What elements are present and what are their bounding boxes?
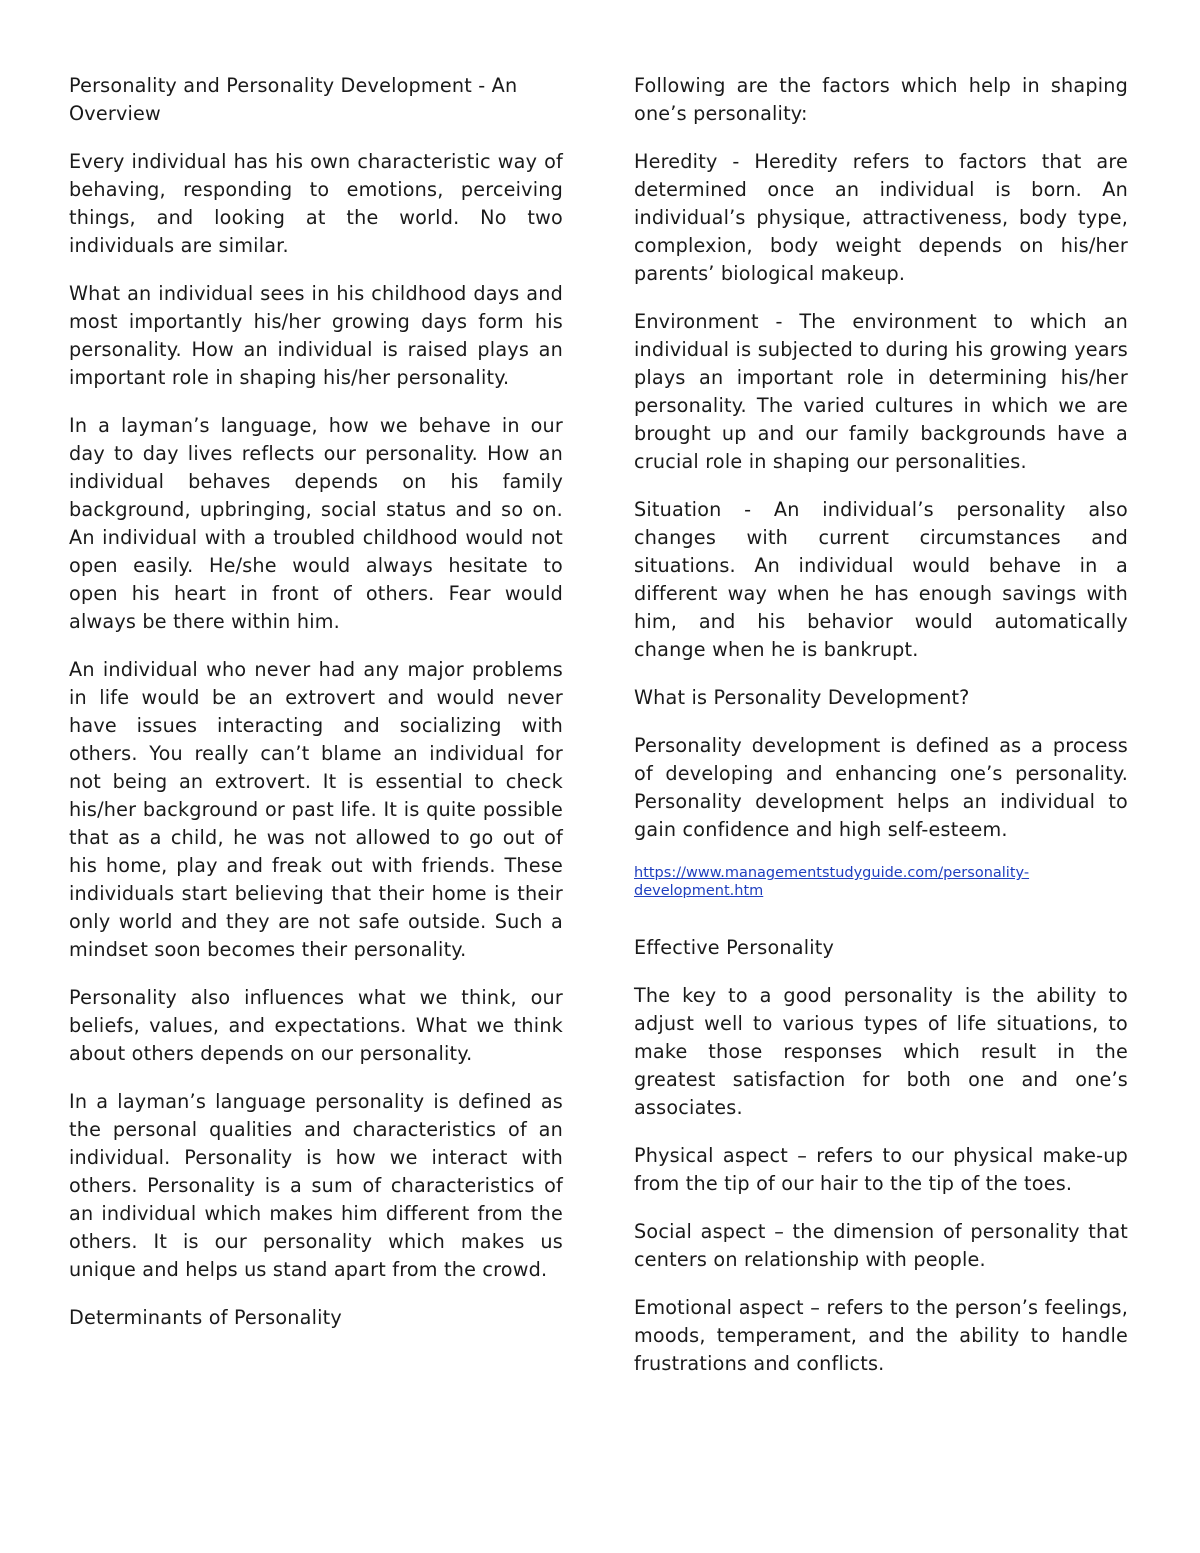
paragraph-influences: Personality also influences what we think, our beliefs, values, and expectations. What we think about others depends on our personality. <box>69 986 563 1065</box>
heading-determinants: Determinants of Personality <box>69 1306 342 1329</box>
paragraph-emotional-aspect: Emotional aspect – refers to the person’s feelings, moods, temperament, and the ability to handle frustrations and conflicts. <box>634 1296 1128 1375</box>
paragraph-extrovert: An individual who never had any major problems in life would be an extrovert and would never have issues interacting and socializing with others. You really can’t blame an individual for not being an extrovert. It is essential to check his/her background or past life. It is quite possible that as a child, he was not allowed to go out of his home, play and freak out with friends. These individuals start believing that their home is their only world and they are not safe outside. Such a mindset soon becomes their personality. <box>69 658 563 961</box>
paragraph-social-aspect: Social aspect – the dimension of personality that centers on relationship with people. <box>634 1220 1128 1271</box>
paragraph-environment: Environment - The environment to which an individual is subjected to during his growing years plays an important role in determining his/her personality. The varied cultures in which we are brought up and our family backgrounds have a crucial role in shaping our personalities. <box>634 310 1128 473</box>
paragraph-physical-aspect: Physical aspect – refers to our physical make-up from the tip of our hair to the tip of the toes. <box>634 1144 1128 1195</box>
document-title: Personality and Personality Development - An Overview <box>69 74 518 125</box>
paragraph-laymans-definition: In a layman’s language personality is defined as the personal qualities and characteristics of an individual. Personality is how we interact with others. Personality is a sum of characteristics of an individual which makes him different from the others. It is our personality which makes us unique and helps us stand apart from the crowd. <box>69 1090 563 1281</box>
paragraph-situation: Situation - An individual’s personality also changes with current circumstances and situations. An individual would behave in a different way when he has enough savings with him, and his behavior would automatically change when he is bankrupt. <box>634 498 1128 661</box>
paragraph-individual-characteristic: Every individual has his own characteristic way of behaving, responding to emotions, perceiving things, and looking at the world. No two individuals are similar. <box>69 150 563 257</box>
left-column <box>69 72 563 1352</box>
source-link[interactable]: https://www.managementstudyguide.com/personality-development.htm <box>634 865 1030 899</box>
paragraph-heredity: Heredity - Heredity refers to factors that are determined once an individual is born. An individual’s physique, attractiveness, body type, complexion, body weight depends on his/her parents’ biological makeup. <box>634 150 1128 285</box>
paragraph-childhood-days: What an individual sees in his childhood days and most importantly his/her growing days form his personality. How an individual is raised plays an important role in shaping his/her personality. <box>69 282 563 389</box>
paragraph-effective-personality: The key to a good personality is the ability to adjust well to various types of life situations, to make those responses which result in the greatest satisfaction for both one and one’s associates. <box>634 984 1128 1119</box>
right-column <box>634 72 1128 1398</box>
paragraph-laymans-language-behavior: In a layman’s language, how we behave in our day to day lives reflects our personality. How an individual behaves depends on his family background, upbringing, social status and so on. An individual with a troubled childhood would not open easily. He/she would always hesitate to open his heart in front of others. Fear would always be there within him. <box>69 414 563 633</box>
heading-personality-development: What is Personality Development? <box>634 686 970 709</box>
paragraph-factors-intro: Following are the factors which help in shaping one’s personality: <box>634 74 1128 125</box>
paragraph-personality-development: Personality development is defined as a process of developing and enhancing one’s personality. Personality development helps an individual to gain confidence and high self-esteem. <box>634 734 1128 841</box>
heading-effective-personality: Effective Personality <box>634 936 835 959</box>
